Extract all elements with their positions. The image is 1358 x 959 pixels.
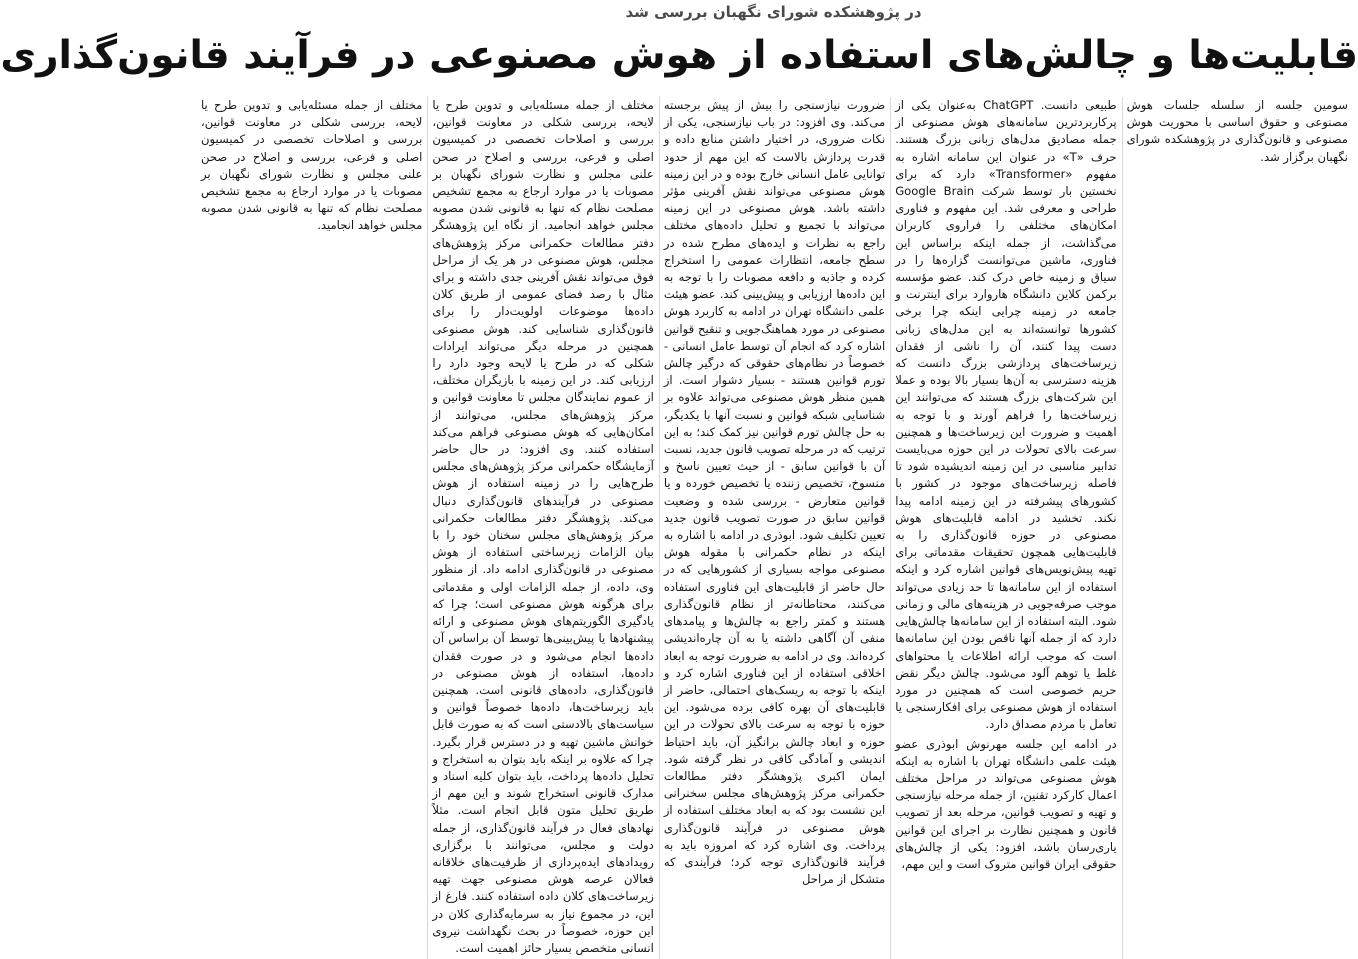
article-headline: قابلیت‌ها و چالش‌های استفاده از هوش مصنوعی در فرآیند قانون‌گذاری [0, 33, 1358, 78]
column-4-paragraph-1: مختلف از جمله مسئله‌یابی و تدوین طرح یا لایحه، بررسی شکلی در معاونت قوانین، بررسی و اصلاحات تخصصی در کمیسیون اصلی و فرعی، بررسی و اصلاح در صحن علنی مجلس و نظارت شورای نگهبان بر مصوبات یا در موارد ارجاع به مجمع تشخیص مصلحت نظام که تنها به قانونی شدن مصوبه مجلس خواهد انجامید. از نگاه این پژوهشگر دفتر مطالعات حکمرانی مرکز پژوهش‌های مجلس، هوش مصنوعی در هر یک از مراحل فوق می‌تواند نقش آفرینی جدی داشته و برای مثال با رصد فضای عمومی از طریق کلان داده‌ها موضوعات اولویت‌دار را برای قانون‌گذاری شناسایی کند. هوش مصنوعی همچنین در مرحله دیگر می‌تواند ایرادات شکلی که در طرح یا لایحه وجود دارد را ارزیابی کند. در این زمینه با بازیگران مختلف، از عموم نمایندگان مجلس تا معاونت قوانین و مرکز پژوهش‌های مجلس، می‌توانند از امکان‌هایی که هوش مصنوعی فراهم می‌کند استفاده کنند. وی افزود: در حال حاضر آزمایشگاه حکمرانی مرکز پژوهش‌های مجلس طرح‌هایی را در زمینه استفاده از هوش مصنوعی در فرآیندهای قانون‌گذاری دنبال می‌کند. پژوهشگر دفتر مطالعات حکمرانی مرکز پژوهش‌های مجلس سخنان خود را با بیان الزامات زیرساختی استفاده از هوش مصنوعی در قانون‌گذاری ادامه داد. از منظور وی، داده، از جمله الزامات اولی و مقدماتی برای هرگونه هوش مصنوعی است؛ چرا که یادگیری الگوریتم‌های هوش مصنوعی و ارائه پیشنهادها یا پیش‌بینی‌ها توسط آن براساس آن داده‌ها انجام می‌شود و در صورت فقدان داده‌ها، استفاده از هوش مصنوعی در قانون‌گذاری، داده‌های قانونی است. همچنین باید زیرساخت‌ها، داده‌ها خصوصاً قوانین و سیاست‌های بالادستی است که به صورت قابل خوانش ماشین تهیه و در دسترس قرار بگیرد. چرا که علاوه بر اینکه باید بتوان به استخراج و تحلیل داده‌ها پرداخت، باید بتوان کلیه اسناد و مدارک قانونی استخراج شوند و این مهم از طریق تحلیل متون قابل انجام است. مثلاً نهادهای فعال در فرآیند قانون‌گذاری، از جمله دولت و مجلس، می‌توانند با برگزاری رویدادهای ایده‌پردازی از ظرفیت‌های خلاقانه فعالان عرصه هوش مصنوعی جهت تهیه زیرساخت‌های کلان داده استفاده کنند. فارغ از این، در مجموع نیاز به سرمایه‌گذاری کلان در این حوزه، خصوصاً در بحث نگهداشت نیروی انسانی متخصص بسیار حائز اهمیت است. [432, 98, 654, 955]
article-column-2 [895, 97, 1116, 959]
article-column-5 [201, 97, 422, 959]
article-columns [201, 97, 1348, 955]
column-2-paragraph-1: طبیعی دانست. ChatGPT به‌عنوان یکی از پرکاربردترین سامانه‌های هوش مصنوعی از جمله مصادیق مدل‌های زبانی بزرگ هستند. حرف «T» در عنوان این سامانه اشاره به مفهوم «Transformer» دارد که برای نخستین بار توسط شرکت Google Brain طراحی و معرفی شد. این مفهوم و فناوری امکان‌های مختلفی را فراروی کاربران می‌گذاشت، از جمله اینکه براساس این فناوری، ماشین می‌توانست گزاره‌ها را در سیاق و زمینه خاص درک کند. عضو مؤسسه برکمن کلاین دانشگاه هاروارد برای اینترنت و جامعه در زمینه چرایی اینکه چرا برخی کشورها توانسته‌اند به این مدل‌های زبانی دست پیدا کنند، آن را ناشی از فقدان زیرساخت‌های پردازشی بزرگ دانست که هزینه دسترسی به آن‌ها بسیار بالا بوده و عملا این شرکت‌های بزرگ هستند که می‌توانند این زیرساخت‌ها را فراهم آورند و با توجه به اهمیت و ضرورت این زیرساخت‌ها و همچنین سرعت بالای تحولات در این حوزه می‌بایست تدابیر مناسبی در این زمینه اندیشیده شود تا فاصله زیرساخت‌های موجود در کشور با کشورهای پیشرفته در این زمینه ادامه پیدا نکند. تخشید در ادامه قابلیت‌های هوش مصنوعی در حوزه قانون‌گذاری را به قابلیت‌هایی همچون تحقیقات مقدماتی برای تهیه پیش‌نویس‌های قوانین اشاره کرد و اینکه استفاده از این سامانه‌ها تا حد زیادی می‌تواند موجب صرفه‌جویی در هزینه‌های مالی و زمانی شود. البته استفاده از این سامانه‌ها چالش‌هایی دارد که از جمله آنها ناقص بودن این سامانه‌ها است که موجب ارائه اطلاعات یا محتواهای غلط یا توهم آلود می‌شود. چالش دیگر نقض حریم خصوصی است که همچنین در مورد استفاده از هوش مصنوعی برای افکارسنجی یا تعامل با مردم مصداق دارد. [895, 98, 1117, 732]
article-column-1 [1127, 97, 1348, 959]
column-1-paragraph-1: سومین جلسه از سلسله جلسات هوش مصنوعی و حقوق اساسی با محوریت هوش مصنوعی و قانون‌گذاری در پژوهشکده شورای نگهبان برگزار شد. [1126, 98, 1348, 164]
article-kicker: در پژوهشکده شورای نگهبان بررسی شد [625, 3, 922, 21]
column-3-paragraph-1: ضرورت نیازسنجی را بیش از پیش برجسته می‌کند. وی افزود: در باب نیازسنجی، یکی از نکات ضروری، در اختیار داشتن منابع داده و قدرت پردازش بالاست که این مهم از حدود توانایی عامل انسانی خارج بوده و در این زمینه هوش مصنوعی می‌تواند نقش آفرینی مؤثر داشته باشد. هوش مصنوعی در این زمینه می‌تواند با تجمیع و تحلیل داده‌های مختلف راجع به نظرات و ایده‌های مطرح شده در سطح جامعه، انتظارات عمومی را استخراج کرده و جاذبه و دافعه مصوبات را با توجه به این داده‌ها ارزیابی و پیش‌بینی کند. عضو هیئت علمی دانشگاه تهران در ادامه به کاربرد هوش مصنوعی در مورد هماهنگ‌جویی و تنقیح قوانین اشاره کرد که انجام آن توسط عامل انسانی - خصوصاً در نظام‌های حقوقی که درگیر چالش تورم قوانین هستند - بسیار دشوار است. از همین منظر هوش مصنوعی می‌تواند علاوه بر شناسایی شبکه قوانین و نسبت آنها با یکدیگر، به حل چالش تورم قوانین نیز کمک کند؛ به این ترتیب که در مرحله تصویب قانون جدید، نسبت آن با قوانین سابق - از حیث تعیین ناسخ و منسوخ، تخصیص زننده یا تخصیص خورده و یا قوانین متعارض - بررسی شده و وضعیت قوانین سابق در صورت تصویب قانون جدید تعیین تکلیف شود. ابوذری در ادامه با اشاره به اینکه در نظام حکمرانی با مقوله هوش مصنوعی مواجه بسیاری از کشورهایی که در حال حاضر از قابلیت‌های این فناوری استفاده می‌کنند، محتاطانه‌تر از نظام قانون‌گذاری هستند و کمتر راجع به چالش‌ها و پیامدهای منفی آن آگاهی داشته یا به آن چاره‌اندیشی کرده‌اند. وی در ادامه به ضرورت توجه به ابعاد اخلاقی استفاده از این فناوری اشاره کرد و اینکه با توجه به ریسک‌های احتمالی، حاضر از قابلیت‌های آن بهره کافی برده می‌شود. این حوزه با توجه به سرعت بالای تحولات در این حوزه و ابعاد چالش برانگیز آن، باید احتیاط اندیشی و آمادگی کافی در نظر گرفته شود. ایمان اکبری پژوهشگر دفتر مطالعات حکمرانی مرکز پژوهش‌های مجلس سخنرانی این نشست بود که به ابعاد مختلف استفاده از هوش مصنوعی در فرآیند قانون‌گذاری پرداخت. وی اشاره کرد که امروزه باید به فرآیند قانون‌گذاری توجه کرد؛ فرآیندی که متشکل از مراحل [663, 98, 886, 887]
column-2-paragraph-2: در ادامه این جلسه مهرنوش ابوذری عضو هیئت علمی دانشگاه تهران با اشاره به اینکه هوش مصنوعی می‌تواند در مراحل مختلف اعمال کارکرد تقنین، از جمله مرحله نیازسنجی و تهیه و تصویب قوانین، مرحله بعد از تصویب قانون و همچنین نظارت بر اجرای این قوانین یاری‌رسان باشد، افزود: یکی از چالش‌های حقوقی ایران قوانین متروک است و این مهم، [895, 736, 1117, 871]
column-5-paragraph-1: مختلف از جمله مسئله‌یابی و تدوین طرح یا لایحه، بررسی شکلی در معاونت قوانین، بررسی و اصلاحات تخصصی در کمیسیون اصلی و فرعی، بررسی و اصلاح در صحن علنی مجلس و نظارت شورای نگهبان بر مصوبات یا در موارد ارجاع به مجمع تشخیص مصلحت نظام که تنها به قانونی شدن مصوبه مجلس خواهد انجامید. [201, 98, 423, 233]
article-column-3 [664, 97, 885, 959]
article-column-4 [432, 97, 653, 959]
